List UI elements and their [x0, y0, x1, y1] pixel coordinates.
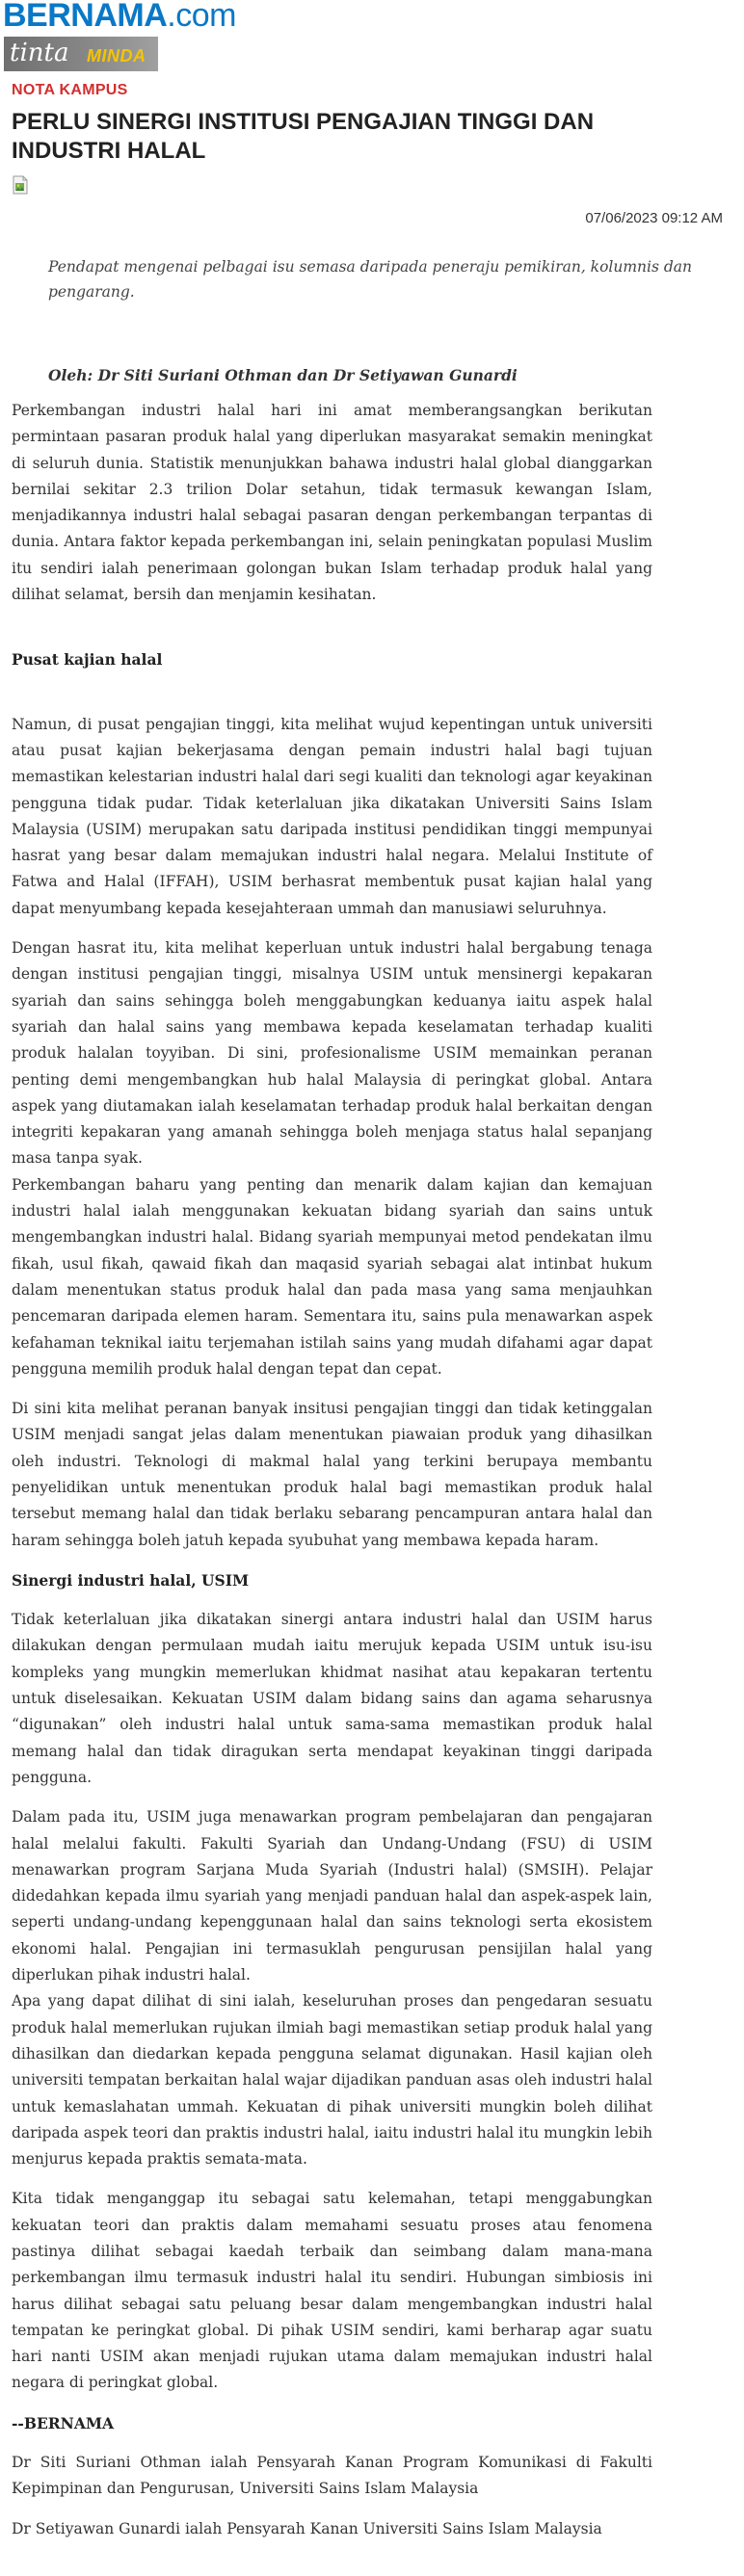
paragraph: Apa yang dapat dilihat di sini ialah, keseluruhan proses dan pengedaran sesuatu produk halal memerlukan rujukan ilmiah bagi memastikan setiap produk halal yang dihasilkan dan diedarkan kepada pengguna selamat digunakan. Hasil kajian oleh universiti tempatan berkaitan halal wajar dijadikan panduan asas oleh industri halal untuk kemaslahatan ummah. Kekuatan di pihak universiti mungkin boleh dilihat daripada aspek teori dan praktis industri halal, iaitu industri halal itu mungkin lebih menjurus kepada praktis semata-mata.	[12, 1992, 652, 2169]
section-heading: Sinergi industri halal, USIM	[12, 1570, 250, 1590]
tinta-logo-text: tinta	[10, 39, 69, 67]
paragraph: Dalam pada itu, USIM juga menawarkan program pembelajaran dan pengajaran halal melalui fakulti. Fakulti Syariah dan Undang-Undang (FSU) di USIM menawarkan program Sarjana Muda Syariah (Industri halal) (SMSIH). Pelajar didedahkan kepada ilmu syariah yang menjadi panduan halal dan aspek-aspek lain, seperti undang-undang kepenggunaan halal dan sains teknologi serta ekosistem ekonomi halal. Pengajian ini termasuklah pengurusan pensijilan halal yang diperlukan pihak industri halal.	[12, 1808, 652, 1985]
article-body	[12, 398, 652, 2542]
brand-suffix: .com	[167, 0, 236, 34]
paragraph: Dengan hasrat itu, kita melihat keperluan untuk industri halal bergabung tenaga dengan institusi pengajian tinggi, misalnya USIM untuk mensinergi kepakaran syariah dan sains sehingga boleh menggabungkan keduanya iaitu aspek halal syariah dan halal sains yang membawa kepada keselamatan terhadap kualiti produk halalan toyyiban. Di sini, profesionalisme USIM memainkan peranan penting demi mengembangkan hub halal Malaysia di peringkat global. Antara aspek yang diutamakan ialah keselamatan terhadap produk halal berkaitan dengan integriti kepakaran yang amanah sehingga boleh menjaga status halal sepanjang masa tanpa syak.	[12, 939, 652, 1168]
broken-image-icon	[12, 175, 29, 195]
site-header	[0, 0, 744, 77]
author-bio: Dr Setiyawan Gunardi ialah Pensyarah Kanan Universiti Sains Islam Malaysia	[12, 2519, 602, 2537]
column-intro: Pendapat mengenai pelbagai isu semasa daripada peneraju pemikiran, kolumnis dan pengarang.	[48, 258, 693, 301]
signoff: --BERNAMA	[12, 2413, 115, 2432]
bernama-logo[interactable]	[3, 0, 236, 33]
paragraph: Tidak keterlaluan jika dikatakan sinergi antara industri halal dan USIM harus dilakukan dengan permulaan mudah iaitu merujuk kepada USIM untuk isu-isu kompleks yang mungkin memerlukan khidmat nasihat atau kepakaran tertentu untuk diselesaikan. Kekuatan USIM dalam bidang sains dan agama seharusnya “digunakan” oleh industri halal untuk sama-sama memastikan produk halal memang halal dan tidak diragukan serta mendapat keyakinan tinggi daripada pengguna.	[12, 1611, 652, 1786]
publish-datetime: 07/06/2023 09:12 AM	[585, 210, 723, 226]
paragraph: Perkembangan baharu yang penting dan menarik dalam kajian dan kemajuan industri halal ialah menggunakan kekuatan bidang syariah dan sains untuk mengembangkan industri halal. Bidang syariah mempunyai metod pendekatan ilmu fikah, usul fikah, qawaid fikah dan maqasid syariah sebagai alat intinbat hukum dalam menentukan status produk halal dan pada masa yang sama menjauhkan pencemaran daripada elemen haram. Sementara itu, sains pula menawarkan aspek kefahaman teknikal iaitu terjemahan istilah sains yang mudah difahami agar dapat pengguna memilih produk halal dengan tepat dan cepat.	[12, 1175, 652, 1378]
minda-logo-text: MINDA	[87, 46, 146, 66]
paragraph: Namun, di pusat pengajian tinggi, kita melihat wujud kepentingan untuk universiti atau pusat kajian bekerjasama dengan pemain industri halal bagi tujuan memastikan kelestarian industri halal dari segi kualiti dan teknologi agar keyakinan pengguna tidak pudar. Tidak keterlaluan jika dikatakan Universiti Sains Islam Malaysia (USIM) merupakan satu daripada institusi pendidikan tinggi mempunyai hasrat yang besar dalam memajukan industri halal negara. Melalui Institute of Fatwa and Halal (IFFAH), USIM berhasrat membentuk pusat kajian halal yang dapat menyumbang kepada kesejahteraan ummah dan manusiawi seluruhnya.	[12, 715, 652, 917]
article-title: PERLU SINERGI INSTITUSI PENGAJIAN TINGGI DAN INDUSTRI HALAL	[12, 109, 595, 164]
section-heading: Pusat kajian halal	[12, 650, 163, 670]
author-bio: Dr Siti Suriani Othman ialah Pensyarah Kanan Program Komunikasi di Fakulti Kepimpinan dan Pengurusan, Universiti Sains Islam Malaysia	[12, 2454, 652, 2498]
tinta-minda-logo[interactable]	[4, 37, 158, 71]
paragraph: Di sini kita melihat peranan banyak insitusi pengajian tinggi dan tidak ketinggalan USIM menjadi sangat jelas dalam menentukan piawaian produk yang dihasilkan oleh industri. Teknologi di makmal halal yang terkini berupaya membantu penyelidikan untuk menentukan produk halal bagi memastikan produk halal tersebut memang halal dan tidak berlaku sebarang pencampuran antara halal dan haram sehingga boleh jatuh kepada syubuhat yang membawa kepada haram.	[12, 1400, 652, 1549]
paragraph: Kita tidak menganggap itu sebagai satu kelemahan, tetapi menggabungkan kekuatan teori dan praktis dalam memahami sesuatu proses atau fenomena pastinya dilihat sebagai kaedah terbaik dan seimbang dalam mana-mana perkembangan ilmu termasuk industri halal itu sendiri. Hubungan simbiosis ini harus dilihat sebagai satu peluang besar dalam mengembangkan industri halal tempatan ke peringkat global. Di pihak USIM sendiri, kami berharap agar suatu hari nanti USIM akan menjadi rujukan utama dalam memajukan industri halal negara di peringkat global.	[12, 2190, 652, 2392]
article-category[interactable]: NOTA KAMPUS	[12, 82, 128, 98]
paragraph: Perkembangan industri halal hari ini amat memberangsangkan berikutan permintaan pasaran produk halal yang diperlukan masyarakat semakin meningkat di seluruh dunia. Statistik menunjukkan bahawa industri halal global dianggarkan bernilai sekitar 2.3 trilion Dolar setahun, tidak termasuk kewangan Islam, menjadikannya industri halal sebagai pasaran dengan perkembangan terpantas di dunia. Antara faktor kepada perkembangan ini, selain peningkatan populasi Muslim itu sendiri ialah penerimaan golongan bukan Islam terhadap produk halal yang dilihat selamat, bersih dan menjamin kesihatan.	[12, 402, 652, 604]
brand-main: BERNAMA	[3, 0, 168, 34]
article-byline: Oleh: Dr Siti Suriani Othman dan Dr Setiyawan Gunardi	[48, 366, 518, 384]
